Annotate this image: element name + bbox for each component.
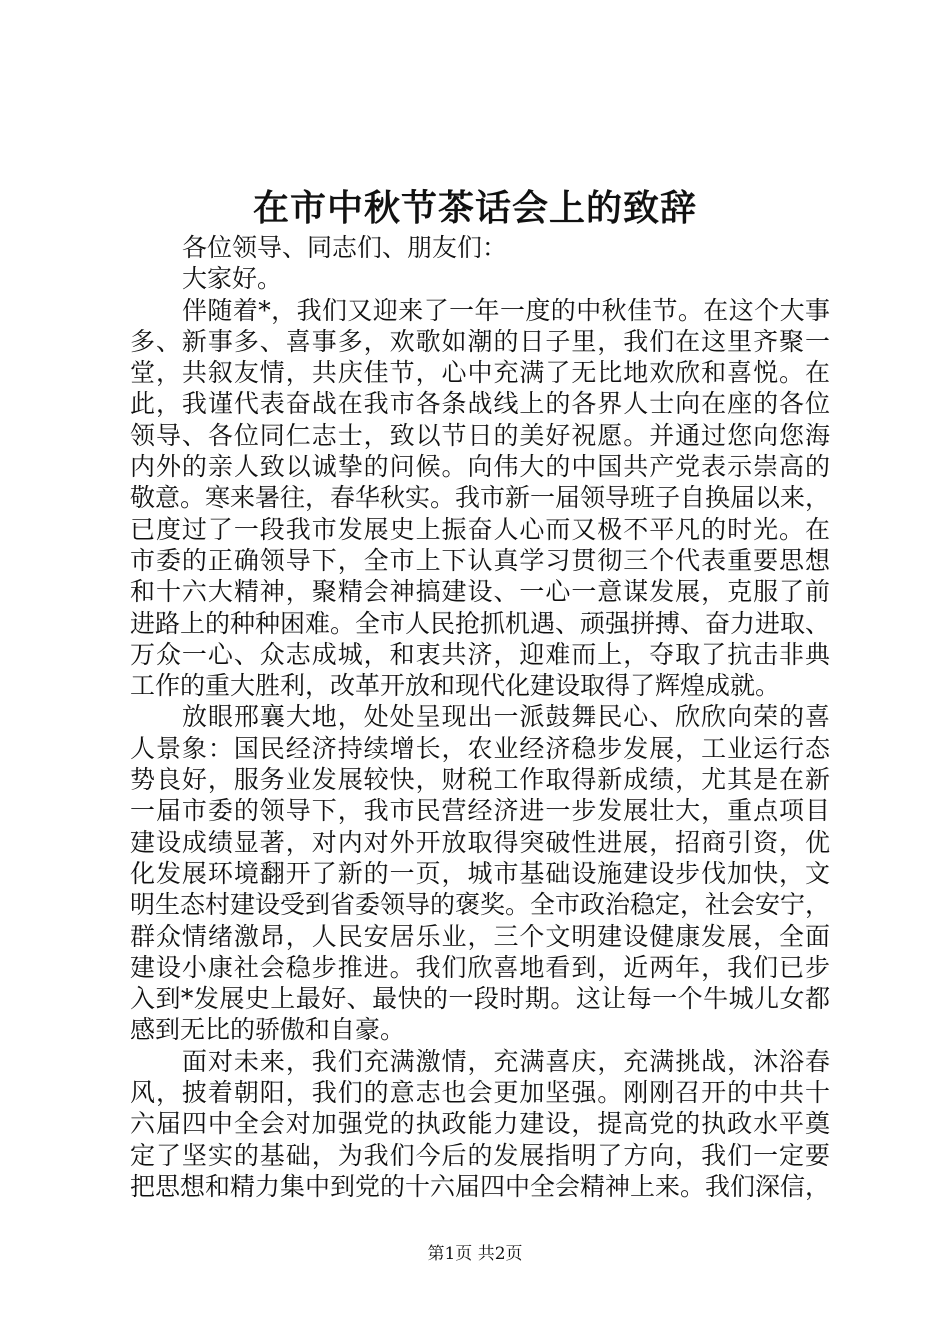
text-line: 各位领导、同志们、朋友们： <box>182 233 508 262</box>
text-line: 群众情绪激昂，人民安居乐业，三个文明建设健康发展，全面 <box>130 921 830 951</box>
text-line: 感到无比的骄傲和自豪。 <box>130 1015 406 1045</box>
text-line: 此，我谨代表奋战在我市各条战线上的各界人士向在座的各位 <box>130 389 830 419</box>
text-line: 面对未来，我们充满激情，充满喜庆，充满挑战，沐浴春 <box>182 1046 830 1076</box>
text-line: 放眼邢襄大地，处处呈现出一派鼓舞民心、欣欣向荣的喜 <box>182 702 830 732</box>
text-line: 明生态村建设受到省委领导的褒奖。全市政治稳定，社会安宁， <box>130 890 831 920</box>
text-line: 市委的正确领导下，全市上下认真学习贯彻三个代表重要思想 <box>130 545 830 575</box>
text-line: 入到*发展史上最好、最快的一段时期。这让每一个牛城儿女都 <box>130 984 830 1014</box>
text-line: 领导、各位同仁志士，致以节日的美好祝愿。并通过您向您海 <box>130 420 830 450</box>
text-line: 定了坚实的基础，为我们今后的发展指明了方向，我们一定要 <box>130 1140 830 1170</box>
text-line: 伴随着*，我们又迎来了一年一度的中秋佳节。在这个大事 <box>182 295 830 325</box>
text-line: 工作的重大胜利，改革开放和现代化建设取得了辉煌成就。 <box>130 671 781 701</box>
text-line: 把思想和精力集中到党的十六届四中全会精神上来。我们深信， <box>130 1171 831 1201</box>
text-line: 人景象：国民经济持续增长，农业经济稳步发展，工业运行态 <box>130 733 830 763</box>
text-line: 万众一心、众志成城，和衷共济，迎难而上，夺取了抗击非典 <box>130 639 830 669</box>
text-line: 建设成绩显著，对内对外开放取得突破性进展，招商引资，优 <box>130 827 830 857</box>
text-line: 已度过了一段我市发展史上振奋人心而又极不平凡的时光。在 <box>130 514 830 544</box>
document-body <box>130 232 830 1202</box>
text-line: 建设小康社会稳步推进。我们欣喜地看到，近两年，我们已步 <box>130 952 830 982</box>
text-line: 一届市委的领导下，我市民营经济进一步发展壮大，重点项目 <box>130 796 830 826</box>
text-line: 化发展环境翻开了新的一页，城市基础设施建设步伐加快，文 <box>130 858 830 888</box>
text-line: 风，披着朝阳，我们的意志也会更加坚强。刚刚召开的中共十 <box>130 1078 830 1108</box>
text-line: 敬意。寒来暑往，春华秋实。我市新一届领导班子自换届以来， <box>130 483 831 513</box>
text-line: 多、新事多、喜事多，欢歌如潮的日子里，我们在这里齐聚一 <box>130 326 830 356</box>
page-footer: 第1页 共2页 <box>427 1244 523 1264</box>
document-title: 在市中秋节茶话会上的致辞 <box>252 187 697 229</box>
text-line: 势良好，服务业发展较快，财税工作取得新成绩，尤其是在新 <box>130 765 830 795</box>
text-line: 大家好。 <box>182 264 283 294</box>
text-line: 内外的亲人致以诚挚的问候。向伟大的中国共产党表示崇高的 <box>130 452 830 482</box>
text-line: 进路上的种种困难。全市人民抢抓机遇、顽强拼搏、奋力进取、 <box>130 608 831 638</box>
text-line: 和十六大精神，聚精会神搞建设、一心一意谋发展，克服了前 <box>130 577 830 607</box>
text-line: 堂，共叙友情，共庆佳节，心中充满了无比地欢欣和喜悦。在 <box>130 358 830 388</box>
text-line: 六届四中全会对加强党的执政能力建设，提高党的执政水平奠 <box>130 1109 830 1139</box>
